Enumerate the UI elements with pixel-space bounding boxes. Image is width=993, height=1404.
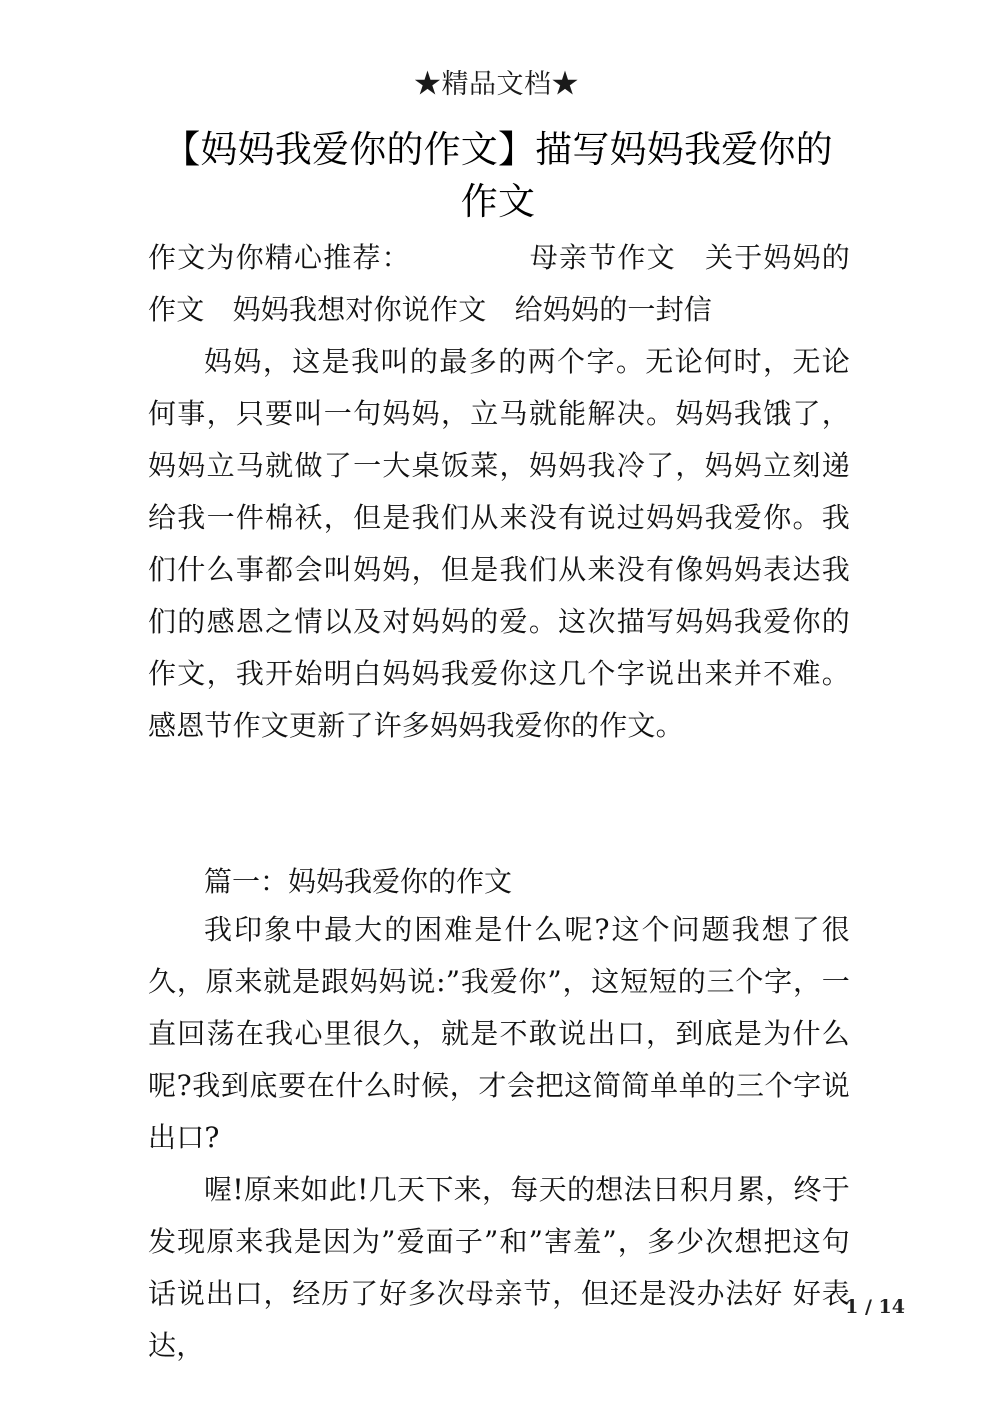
recommendation-text xyxy=(148,232,850,336)
recommendation-block xyxy=(148,232,850,336)
intro-paragraph: 妈妈，这是我叫的最多的两个字。无论何时，无论何事，只要叫一句妈妈，立马就能解决。妈妈我饿了，妈妈立马就做了一大桌饭菜，妈妈我冷了，妈妈立刻递给我一件棉袄，但是我们从来没有说过妈妈我爱你。我们什么事都会叫妈妈，但是我们从来没有像妈妈表达我们的感恩之情以及对妈妈的爱。这次描写妈妈我爱你的作文，我开始明白妈妈我爱你这几个字说出来并不难。感恩节作文更新了许多妈妈我爱你的作文。 xyxy=(148,345,850,742)
recommendation-label: 作文为你精心推荐： xyxy=(148,241,411,274)
document-header-banner: ★精品文档★ xyxy=(414,69,579,100)
page-title: 【妈妈我爱你的作文】描写妈妈我爱你的作文 xyxy=(163,128,833,223)
section-paragraph-2: 喔!原来如此!几天下来，每天的想法日积月累，终于发现原来我是因为”爱面子”和”害羞”，多少次想把这句话说出口，经历了好多次母亲节，但还是没办法好 好表达， xyxy=(148,1173,850,1362)
section-paragraph-1: 我印象中最大的困难是什么呢?这个问题我想了很久，原来就是跟妈妈说:”我爱你”，这短短的三个字，一直回荡在我心里很久，就是不敢说出口，到底是为什么呢?我到底要在什么时候，才会把这简简单单的三个字说出口? xyxy=(148,913,850,1154)
page-number: 1 / 14 xyxy=(845,1296,905,1318)
section-heading: 篇一：妈妈我爱你的作文 xyxy=(204,865,513,898)
recommendation-links-continued: 文 妈妈我想对你说作文 给妈妈的一封信 xyxy=(176,293,713,326)
intro-paragraph-block xyxy=(148,336,850,752)
recommendation-links: 母亲节作文 关于妈妈的作 xyxy=(148,241,850,326)
